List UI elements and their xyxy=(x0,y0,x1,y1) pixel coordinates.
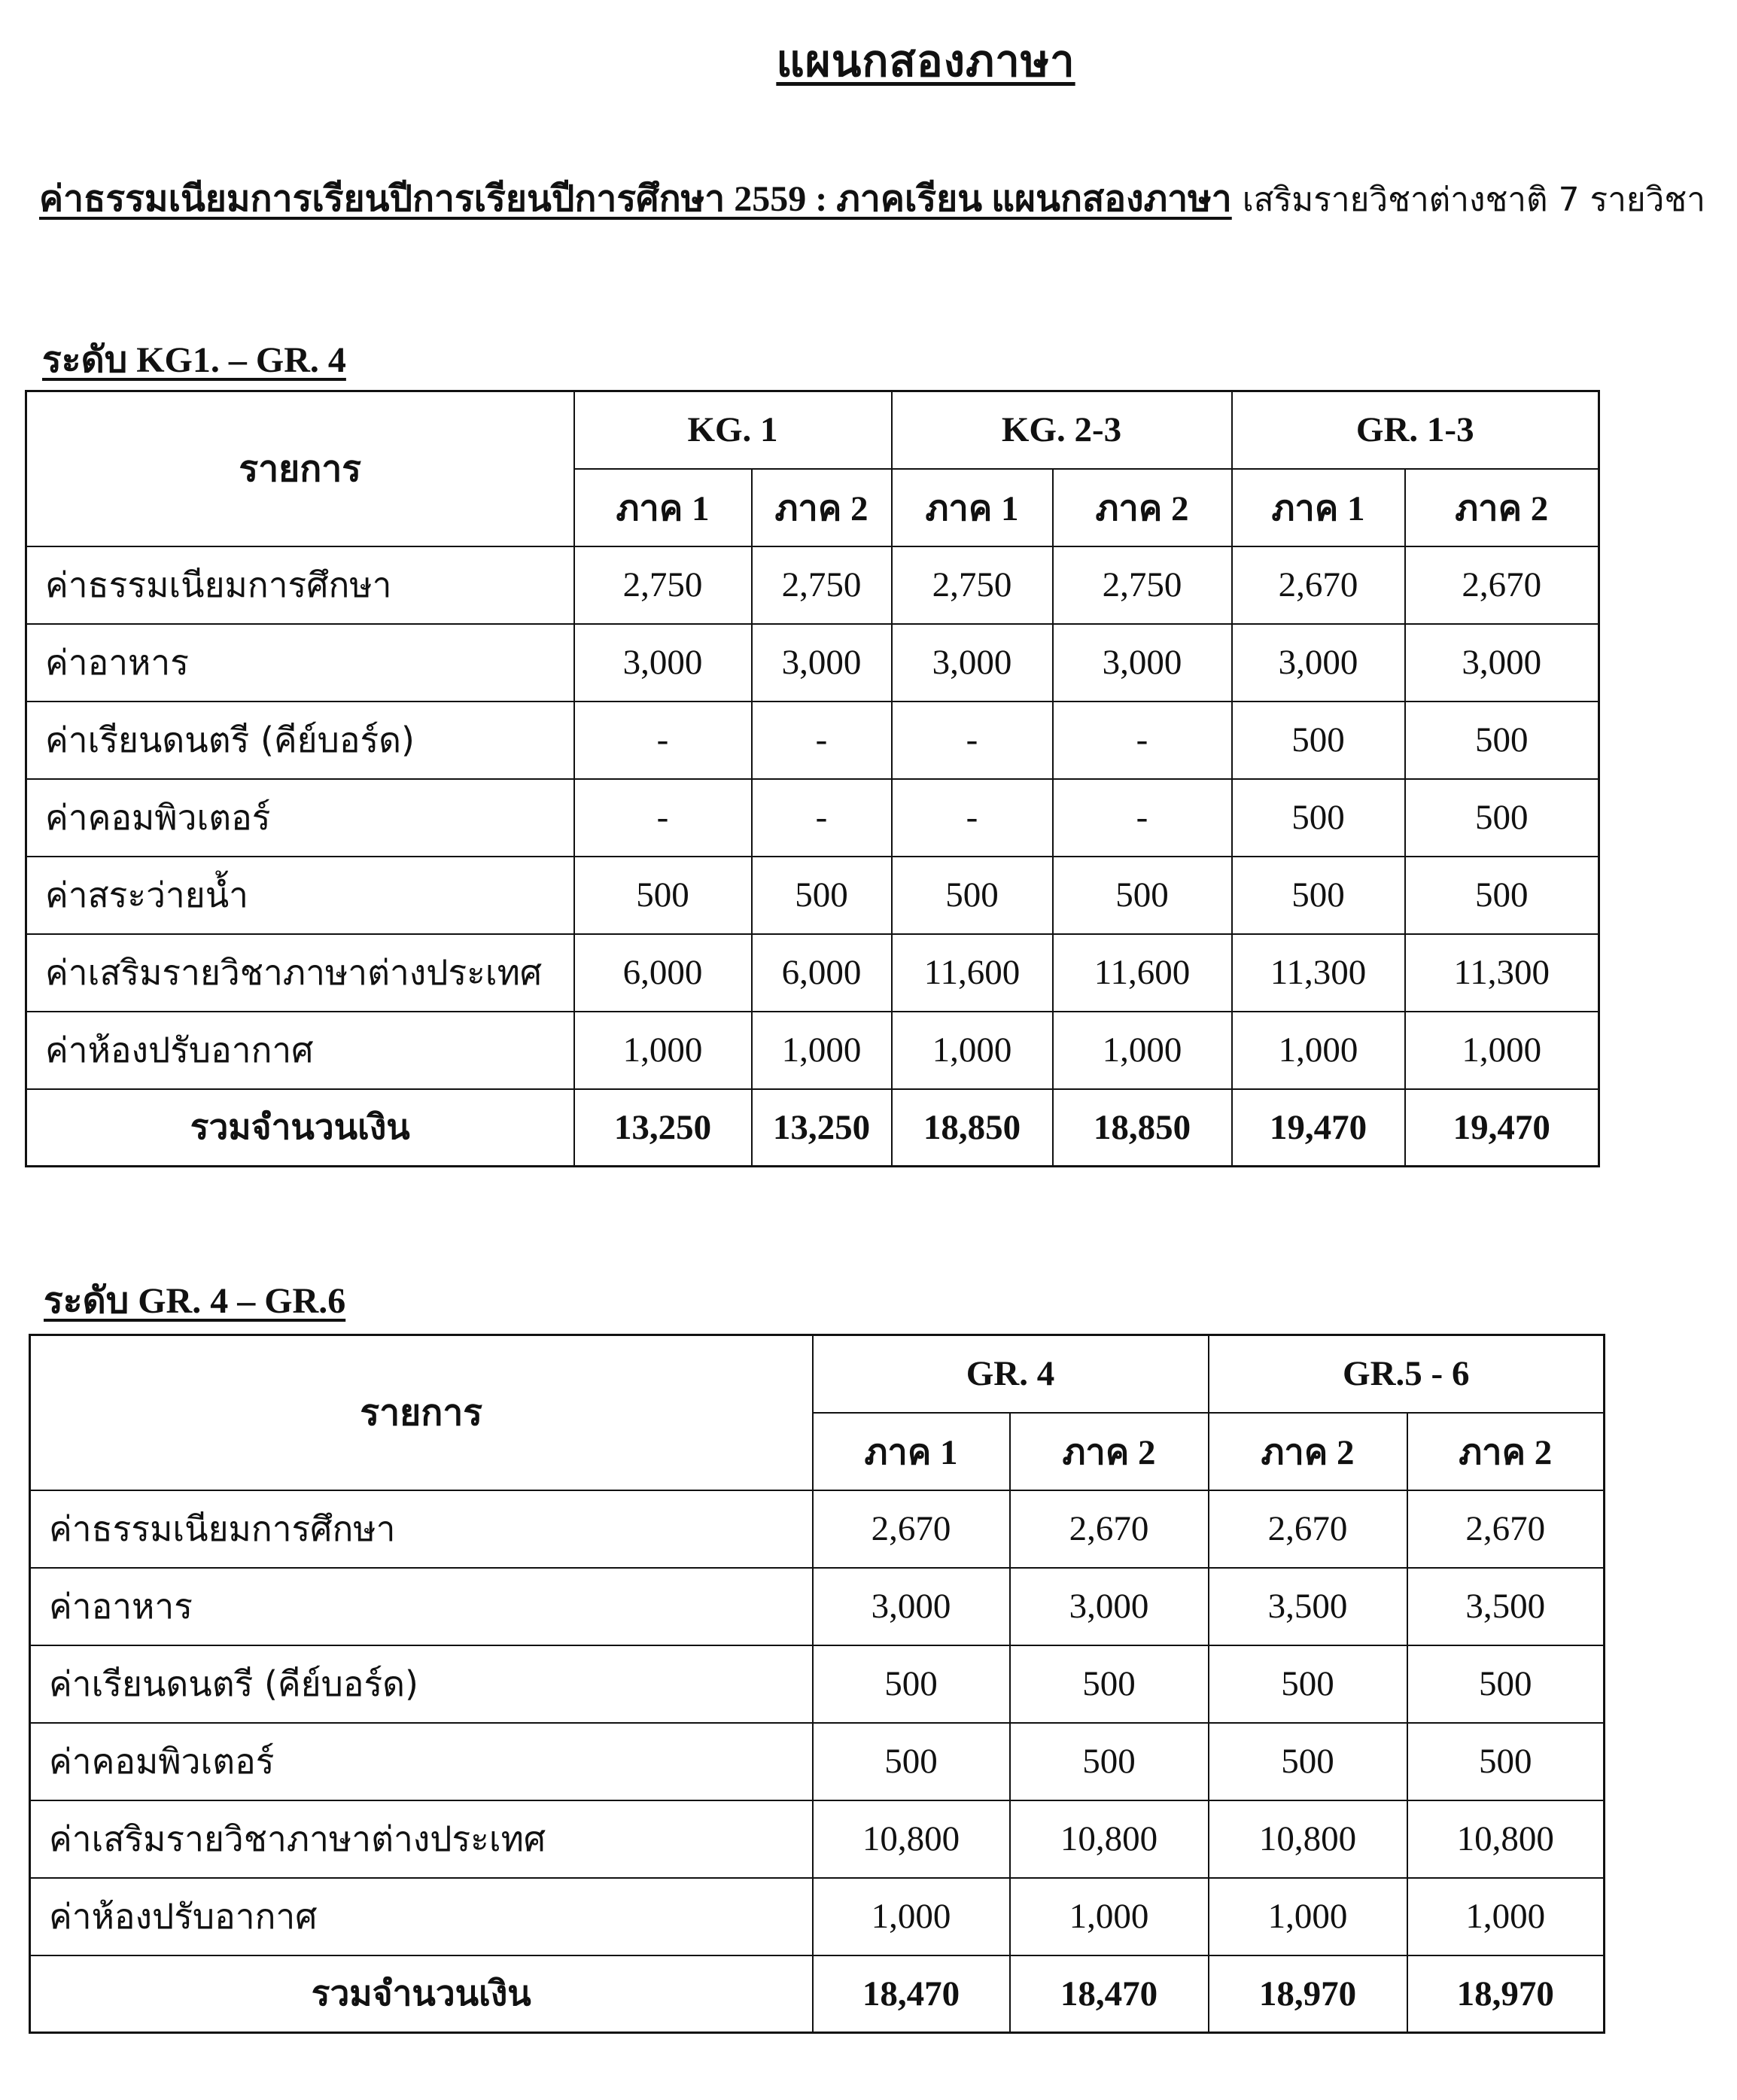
row-label: ค่าเรียนดนตรี (คีย์บอร์ด) xyxy=(26,702,574,779)
table-row xyxy=(26,624,1599,702)
section-heading-gr4-gr6: ระดับ GR. 4 – GR.6 xyxy=(44,1281,346,1321)
total-cell: 18,970 xyxy=(1209,1955,1407,2033)
table-row xyxy=(30,1568,1605,1645)
fee-cell: - xyxy=(574,702,752,779)
fee-cell: 1,000 xyxy=(1232,1012,1405,1089)
table-row xyxy=(26,857,1599,934)
row-label: ค่าเรียนดนตรี (คีย์บอร์ด) xyxy=(30,1645,813,1723)
fee-cell: 1,000 xyxy=(1053,1012,1232,1089)
total-cell: 18,850 xyxy=(1053,1089,1232,1167)
table-row xyxy=(26,934,1599,1012)
fee-cell: 11,600 xyxy=(1053,934,1232,1012)
fee-cell: - xyxy=(574,779,752,857)
fee-cell: 2,750 xyxy=(752,546,892,624)
row-label: ค่าห้องปรับอากาศ xyxy=(26,1012,574,1089)
total-cell: 13,250 xyxy=(752,1089,892,1167)
fee-cell: 2,750 xyxy=(574,546,752,624)
total-label: รวมจำนวนเงิน xyxy=(26,1089,574,1167)
total-cell: 13,250 xyxy=(574,1089,752,1167)
fee-cell: 10,800 xyxy=(1209,1800,1407,1878)
fee-cell: 3,000 xyxy=(1010,1568,1209,1645)
term-header: ภาค 2 xyxy=(1053,469,1232,546)
total-row xyxy=(30,1955,1605,2033)
fee-cell: 10,800 xyxy=(1407,1800,1605,1878)
subtitle-main: ค่าธรรมเนียมการเรียนปีการเรียนปีการศึกษา 2559 : ภาคเรียน แผนกสองภาษา xyxy=(39,179,1232,219)
fee-cell: 3,000 xyxy=(1232,624,1405,702)
fee-cell: 500 xyxy=(1209,1645,1407,1723)
table-row xyxy=(26,1012,1599,1089)
fee-cell: 3,000 xyxy=(752,624,892,702)
section-heading-kg1-gr4: ระดับ KG1. – GR. 4 xyxy=(42,340,346,380)
fee-cell: 500 xyxy=(813,1723,1010,1800)
term-header: ภาค 1 xyxy=(1232,469,1405,546)
fee-cell: 2,670 xyxy=(1209,1490,1407,1568)
term-header: ภาค 1 xyxy=(574,469,752,546)
total-row xyxy=(26,1089,1599,1167)
row-label: ค่าอาหาร xyxy=(26,624,574,702)
fee-cell: 3,000 xyxy=(574,624,752,702)
fee-cell: 3,000 xyxy=(1405,624,1599,702)
table-row xyxy=(30,1878,1605,1955)
group-header: GR. 1-3 xyxy=(1232,391,1599,469)
total-label: รวมจำนวนเงิน xyxy=(30,1955,813,2033)
fee-cell: 500 xyxy=(1209,1723,1407,1800)
fee-cell: 3,500 xyxy=(1209,1568,1407,1645)
fee-cell: 500 xyxy=(1232,857,1405,934)
fee-cell: 2,670 xyxy=(1407,1490,1605,1568)
term-header: ภาค 2 xyxy=(1209,1413,1407,1490)
fee-cell: 10,800 xyxy=(813,1800,1010,1878)
group-header: GR.5 - 6 xyxy=(1209,1335,1605,1413)
row-label: ค่าอาหาร xyxy=(30,1568,813,1645)
fee-cell: 10,800 xyxy=(1010,1800,1209,1878)
fee-cell: 500 xyxy=(1010,1723,1209,1800)
fee-table-gr4-gr6 xyxy=(29,1334,1605,2034)
fee-cell: 2,670 xyxy=(813,1490,1010,1568)
fee-cell: 2,670 xyxy=(1232,546,1405,624)
fee-cell: 1,000 xyxy=(1407,1878,1605,1955)
fee-cell: 1,000 xyxy=(1405,1012,1599,1089)
fee-cell: 11,600 xyxy=(892,934,1053,1012)
fee-cell: 3,000 xyxy=(813,1568,1010,1645)
group-header: GR. 4 xyxy=(813,1335,1209,1413)
table-row xyxy=(26,779,1599,857)
total-cell: 18,470 xyxy=(1010,1955,1209,2033)
group-header: KG. 1 xyxy=(574,391,892,469)
fee-cell: 3,000 xyxy=(892,624,1053,702)
subtitle-note: เสริมรายวิชาต่างชาติ 7 รายวิชา xyxy=(1242,181,1705,219)
fee-cell: 1,000 xyxy=(752,1012,892,1089)
fee-cell: 500 xyxy=(892,857,1053,934)
term-header: ภาค 2 xyxy=(1405,469,1599,546)
total-cell: 18,970 xyxy=(1407,1955,1605,2033)
term-header: ภาค 2 xyxy=(1407,1413,1605,1490)
total-cell: 18,850 xyxy=(892,1089,1053,1167)
fee-cell: - xyxy=(1053,702,1232,779)
total-cell: 19,470 xyxy=(1232,1089,1405,1167)
table-header-row xyxy=(30,1335,1605,1413)
fee-cell: 500 xyxy=(1232,779,1405,857)
fee-cell: 500 xyxy=(1232,702,1405,779)
term-header: ภาค 2 xyxy=(1010,1413,1209,1490)
fee-cell: - xyxy=(752,702,892,779)
fee-cell: 11,300 xyxy=(1232,934,1405,1012)
term-header: ภาค 1 xyxy=(813,1413,1010,1490)
fee-cell: 6,000 xyxy=(574,934,752,1012)
fee-cell: - xyxy=(1053,779,1232,857)
row-label: ค่าห้องปรับอากาศ xyxy=(30,1878,813,1955)
fee-cell: 11,300 xyxy=(1405,934,1599,1012)
total-cell: 18,470 xyxy=(813,1955,1010,2033)
table-row xyxy=(26,702,1599,779)
term-header: ภาค 2 xyxy=(752,469,892,546)
fee-cell: 3,000 xyxy=(1053,624,1232,702)
fee-cell: 3,500 xyxy=(1407,1568,1605,1645)
fee-cell: - xyxy=(752,779,892,857)
row-label: ค่าเสริมรายวิชาภาษาต่างประเทศ xyxy=(30,1800,813,1878)
fee-cell: 500 xyxy=(1407,1645,1605,1723)
fee-cell: 6,000 xyxy=(752,934,892,1012)
fee-cell: 500 xyxy=(752,857,892,934)
fee-cell: 500 xyxy=(1053,857,1232,934)
page-title: แผนกสองภาษา xyxy=(776,37,1075,86)
fee-cell: 1,000 xyxy=(892,1012,1053,1089)
fee-cell: 1,000 xyxy=(1209,1878,1407,1955)
row-label: ค่าธรรมเนียมการศึกษา xyxy=(26,546,574,624)
fee-cell: 500 xyxy=(1010,1645,1209,1723)
group-header: KG. 2-3 xyxy=(892,391,1232,469)
fee-subtitle xyxy=(39,170,1705,227)
fee-cell: 1,000 xyxy=(574,1012,752,1089)
row-label: ค่าคอมพิวเตอร์ xyxy=(30,1723,813,1800)
row-label: ค่าคอมพิวเตอร์ xyxy=(26,779,574,857)
fee-cell: 500 xyxy=(813,1645,1010,1723)
item-column-header: รายการ xyxy=(30,1335,813,1490)
row-label: ค่าเสริมรายวิชาภาษาต่างประเทศ xyxy=(26,934,574,1012)
fee-cell: 2,750 xyxy=(892,546,1053,624)
table-row xyxy=(30,1490,1605,1568)
table-row xyxy=(30,1723,1605,1800)
item-column-header: รายการ xyxy=(26,391,574,546)
fee-cell: 2,670 xyxy=(1405,546,1599,624)
row-label: ค่าธรรมเนียมการศึกษา xyxy=(30,1490,813,1568)
fee-cell: 2,670 xyxy=(1010,1490,1209,1568)
fee-cell: - xyxy=(892,702,1053,779)
fee-cell: - xyxy=(892,779,1053,857)
table-row xyxy=(30,1645,1605,1723)
fee-cell: 2,750 xyxy=(1053,546,1232,624)
table-header-row xyxy=(26,391,1599,469)
fee-cell: 500 xyxy=(1407,1723,1605,1800)
total-cell: 19,470 xyxy=(1405,1089,1599,1167)
fee-cell: 1,000 xyxy=(1010,1878,1209,1955)
fee-cell: 500 xyxy=(574,857,752,934)
term-header: ภาค 1 xyxy=(892,469,1053,546)
fee-cell: 500 xyxy=(1405,702,1599,779)
row-label: ค่าสระว่ายน้ำ xyxy=(26,857,574,934)
table-row xyxy=(26,546,1599,624)
table-row xyxy=(30,1800,1605,1878)
fee-cell: 500 xyxy=(1405,779,1599,857)
fee-table-kg1-gr4 xyxy=(25,390,1600,1167)
fee-cell: 1,000 xyxy=(813,1878,1010,1955)
fee-cell: 500 xyxy=(1405,857,1599,934)
